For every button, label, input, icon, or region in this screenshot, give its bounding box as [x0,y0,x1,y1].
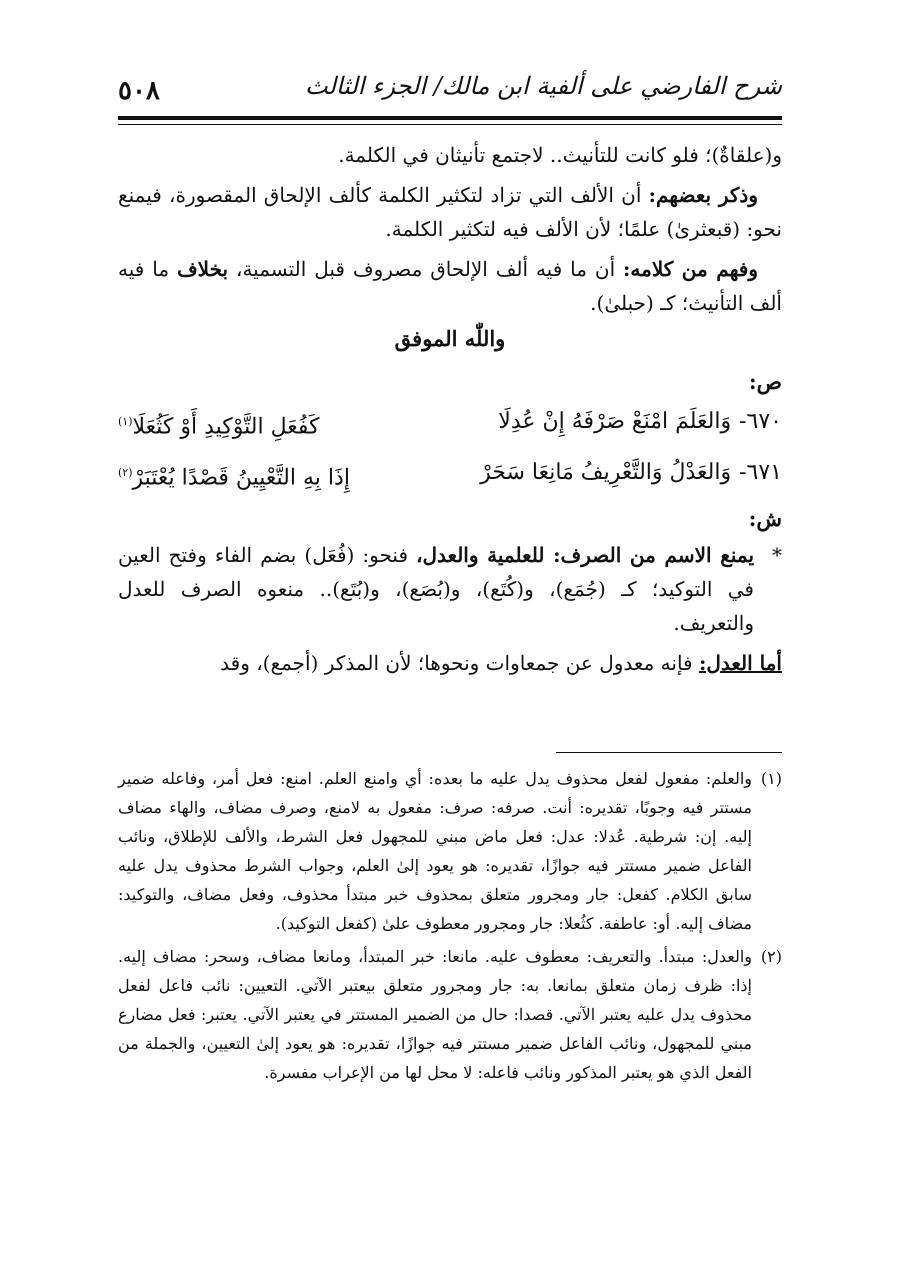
footnote [118,942,782,1087]
paragraph-2 [118,178,782,246]
header-rule-thin [118,124,782,125]
closing-phrase: واللّٰه الموفق [394,326,506,351]
paragraph-2-text: أن الألف التي تزاد لتكثير الكلمة كألف الإلحاق المقصورة، فيمنع نحو: (قبعثرىٰ) علمًا؛ لأن الألف فيه لتكثير الكلمة. [118,183,782,241]
main-text [118,138,782,686]
commentary-bullet [118,538,782,640]
footnote-text: والعلم: مفعول لفعل محذوف يدل عليه ما بعده: أي وامنع العلم. امنع: فعل أمر، وفاعله ضمير مستتر فيه وجوبًا، تقديره: أنت. صرفه: صرف: مفعول به لامنع، وصرف مضاف، والهاء مضاف إليه. إن: شرطية. عُدلا: عدل: فعل ماض مبني للمجهول فعل الشرط، والألف للإطلاق، ونائب الفاعل ضمير مستتر فيه جوازًا، تقديره: هو يعود إلىٰ العلم، وجواب الشرط محذوف يدل عليه سابق الكلام. كفعل: جار ومجرور متعلق بمحذوف خبر مبتدأ محذوف، وفعل مضاف، والتوكيد: مضاف إليه. أو: عاطفة. كثُعلا: جار ومجرور معطوف علىٰ (كفعل التوكيد). [118,769,753,933]
paragraph-3-emphasis: بخلاف [176,257,229,281]
paragraph-last [118,646,782,680]
running-title: شرح الفارضي على ألفية ابن مالك/ الجزء الثالث [305,72,782,100]
verse-number: ٦٧٠- [739,409,782,434]
verse-first-hemistich: ٦٧١-وَالعَدْلُ وَالتَّعْرِيفُ مَانِعَا سَحَرْ [480,460,782,486]
page-header [118,70,782,110]
footnotes [118,764,782,1091]
verse-line [118,399,782,450]
page-number: ٥٠٨ [118,76,160,106]
verse-number: ٦٧١- [739,460,782,486]
footnote-text: والعدل: مبتدأ. والتعريف: معطوف عليه. مانعا: خبر المبتدأ، ومانعا مضاف، وسحر: مضاف إليه. إذا: ظرف زمان متعلق بمانعا. به: جار ومجرور متعلق بيعتبر الآتي. التعيين: نائب فاعل لفعل محذوف يدل عليه يعتبر الآتي. قصدا: حال من الضمير المستتر في يعتبر الآتي. يعتبر: فعل مضارع مبني للمجهول، ونائب الفاعل ضمير مستتر فيه جوازًا، تقديره: هو يعود إلىٰ التعيين، والجملة من الفعل الذي هو يعتبر المذكور ونائب فاعله: لا محل لها من الإعراب مفسرة. [118,947,752,1082]
bullet-lead: يمنع الاسم من الصرف: للعلمية والعدل، [416,542,755,567]
text-label: ص: [748,369,782,394]
paragraph-last-text: فإنه معدول عن جمعاوات ونحوها؛ لأن المذكر (أجمع)، وقد [220,650,699,675]
bullet-text: فنحو: (فُعَل) بضم الفاء وفتح العين في التوكيد؛ كـ (جُمَع)، و(كُتَع)، و(بُصَع)، و(بُتَع).. منعوه الصرف للعدل والتعريف. [118,542,754,635]
paragraph-1: و(علقاةٌ)؛ فلو كانت للتأنيث.. لاجتمع تأنيثان في الكلمة. [338,143,782,167]
footnote [118,764,782,938]
verse-first-hemistich: ٦٧٠-وَالعَلَمَ امْنَعْ صَرْفَهُ إِنْ عُدِلَا [498,409,782,434]
verse-second-hemistich: إِذَا بِهِ التَّعْيِينُ قَصْدًا يُعْتَبَرْ$^{(٢)}$ [118,465,350,491]
paragraph-last-lead: أما العدل: [698,650,782,675]
footnote-number: (١) [760,769,782,788]
star-icon: * [772,542,782,567]
footnote-number: (٢) [760,947,782,966]
header-rule-thick [118,116,782,120]
paragraph-3 [118,252,782,320]
paragraph-3-end: ما فيه ألف التأنيث؛ كـ (حبلىٰ). [118,257,782,315]
paragraph-3-lead: وفهم من كلامه: [623,257,759,281]
paragraph-2-lead: وذكر بعضهم: [648,183,758,207]
footnote-marker: (٢) [118,466,133,480]
footnote-separator [556,752,782,753]
verse-line [118,450,782,501]
commentary-label: ش: [748,505,782,531]
paragraph-3-text: أن ما فيه ألف الإلحاق مصروف قبل التسمية، [228,257,624,281]
verse-second-hemistich: كَفُعَلِ التَّوْكِيدِ أَوْ كَثُعَلَا$^{(١)}$ [118,414,320,440]
footnote-marker: (١) [118,415,133,428]
